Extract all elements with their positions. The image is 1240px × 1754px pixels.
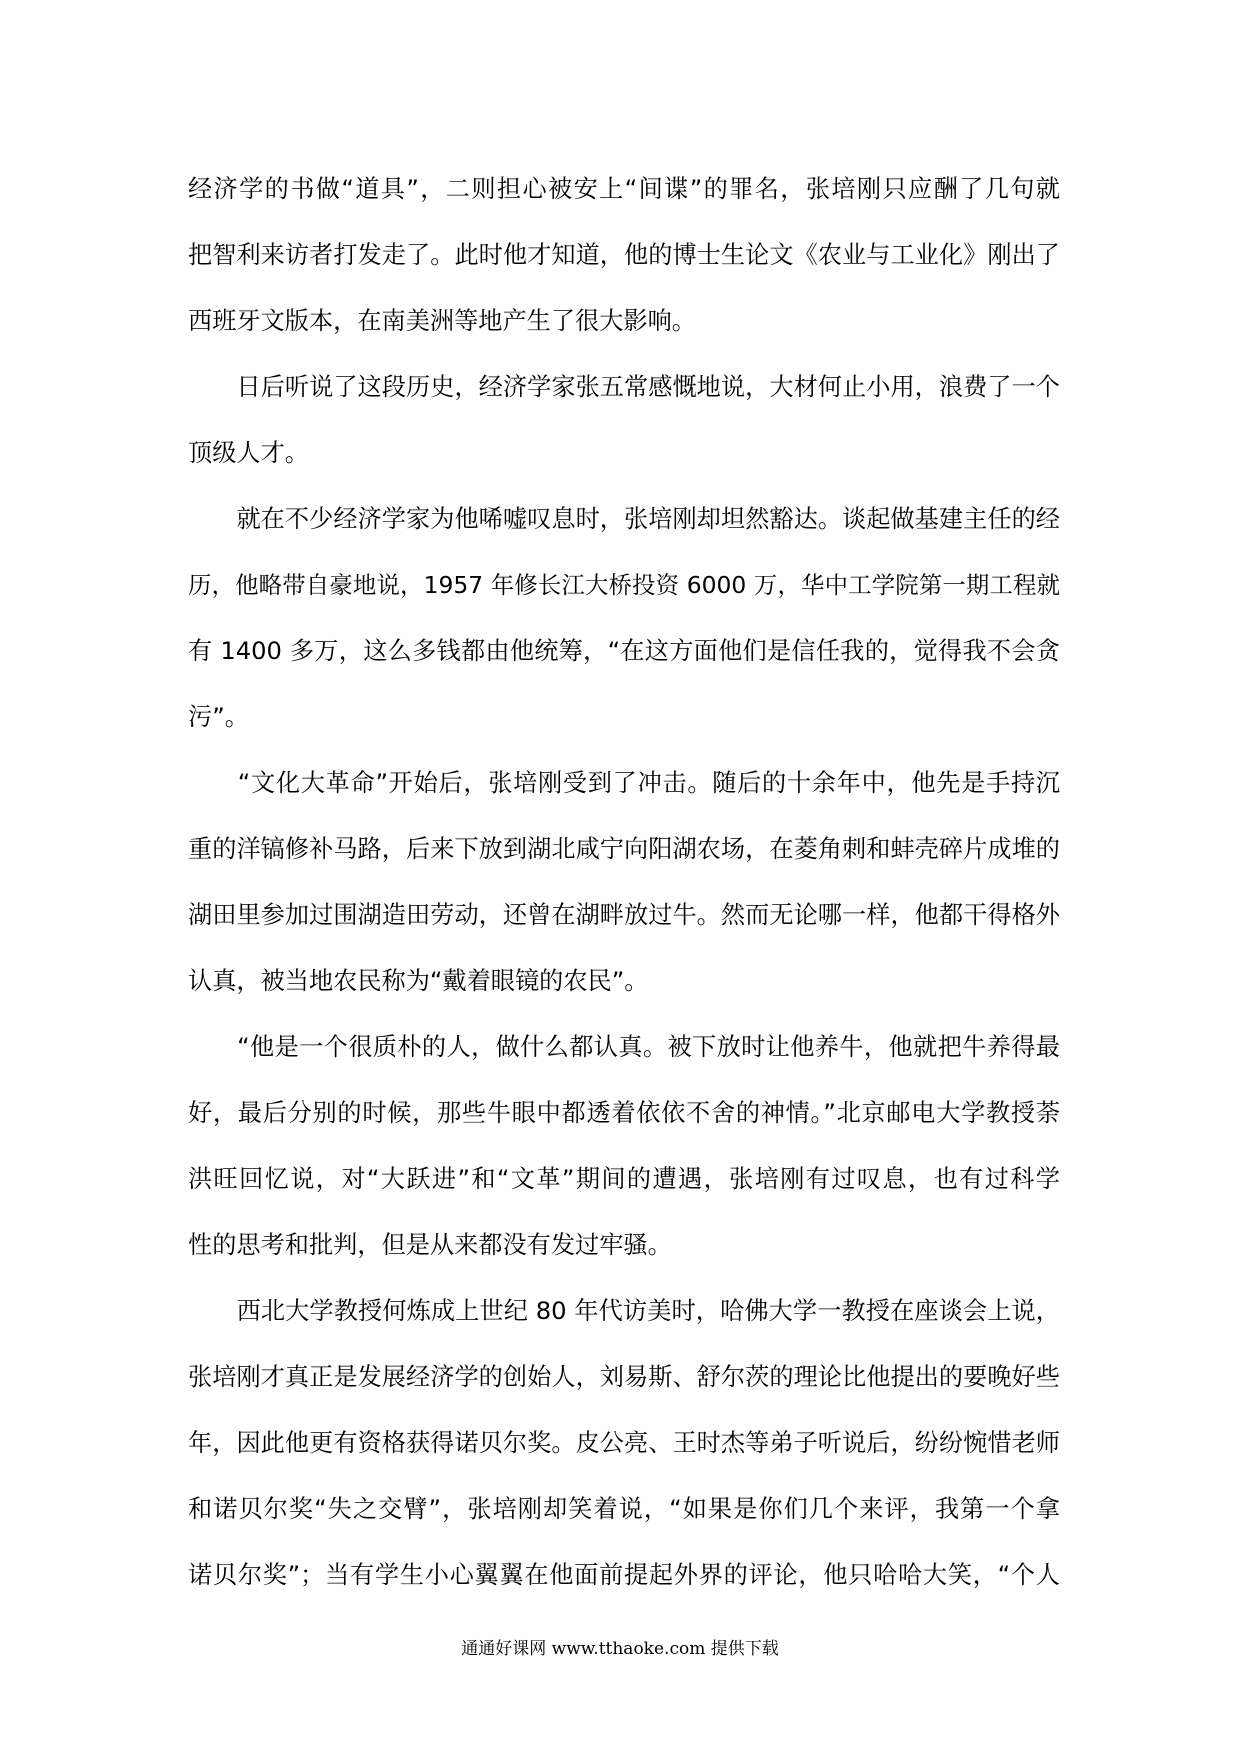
text-line: 性的思考和批判，但是从来都没有发过牢骚。 [188, 1231, 672, 1259]
article-body [188, 156, 1060, 1608]
text-line: 张培刚才真正是发展经济学的创始人，刘易斯、舒尔茨的理论比他提出的要晚好些 [188, 1363, 1060, 1391]
text-line: 经济学的书做“道具”，二则担心被安上“间谍”的罪名，张培刚只应酬了几句就 [188, 175, 1060, 203]
text-line: “文化大革命”开始后，张培刚受到了冲击。随后的十余年中，他先是手持沉 [188, 769, 1060, 797]
text-line: 西班牙文版本，在南美洲等地产生了很大影响。 [188, 307, 696, 335]
text-line: 顶级人才。 [188, 439, 309, 467]
text-line: 日后听说了这段历史，经济学家张五常感慨地说，大材何止小用，浪费了一个 [188, 373, 1060, 401]
text-line: 西北大学教授何炼成上世纪 80 年代访美时，哈佛大学一教授在座谈会上说， [188, 1297, 1060, 1325]
page-footer: 通通好课网 www.tthaoke.com 提供下载 [461, 1639, 779, 1659]
text-line: “他是一个很质朴的人，做什么都认真。被下放时让他养牛，他就把牛养得最 [188, 1033, 1060, 1061]
text-line: 和诺贝尔奖“失之交臂”，张培刚却笑着说，“如果是你们几个来评，我第一个拿 [188, 1495, 1060, 1523]
text-line: 有 1400 多万，这么多钱都由他统筹，“在这方面他们是信任我的，觉得我不会贪 [188, 637, 1060, 665]
text-line: 把智利来访者打发走了。此时他才知道，他的博士生论文《农业与工业化》刚出了 [188, 241, 1060, 269]
text-line: 认真，被当地农民称为“戴着眼镜的农民”。 [188, 967, 649, 995]
text-line: 好，最后分别的时候，那些牛眼中都透着依依不舍的神情。”北京邮电大学教授荼 [188, 1099, 1060, 1127]
text-line: 湖田里参加过围湖造田劳动，还曾在湖畔放过牛。然而无论哪一样，他都干得格外 [188, 901, 1060, 929]
text-line: 诺贝尔奖”；当有学生小心翼翼在他面前提起外界的评论，他只哈哈大笑，“个人 [188, 1561, 1060, 1589]
text-line: 历，他略带自豪地说，1957 年修长江大桥投资 6000 万，华中工学院第一期工程就 [188, 571, 1060, 599]
text-line: 污”。 [188, 703, 249, 731]
text-line: 就在不少经济学家为他唏嘘叹息时，张培刚却坦然豁达。谈起做基建主任的经 [188, 505, 1060, 533]
text-line: 年，因此他更有资格获得诺贝尔奖。皮公亮、王时杰等弟子听说后，纷纷惋惜老师 [188, 1429, 1060, 1457]
text-line: 重的洋镐修补马路，后来下放到湖北咸宁向阳湖农场，在菱角刺和蚌壳碎片成堆的 [188, 835, 1060, 863]
text-line: 洪旺回忆说，对“大跃进”和“文革”期间的遭遇，张培刚有过叹息，也有过科学 [188, 1165, 1060, 1193]
